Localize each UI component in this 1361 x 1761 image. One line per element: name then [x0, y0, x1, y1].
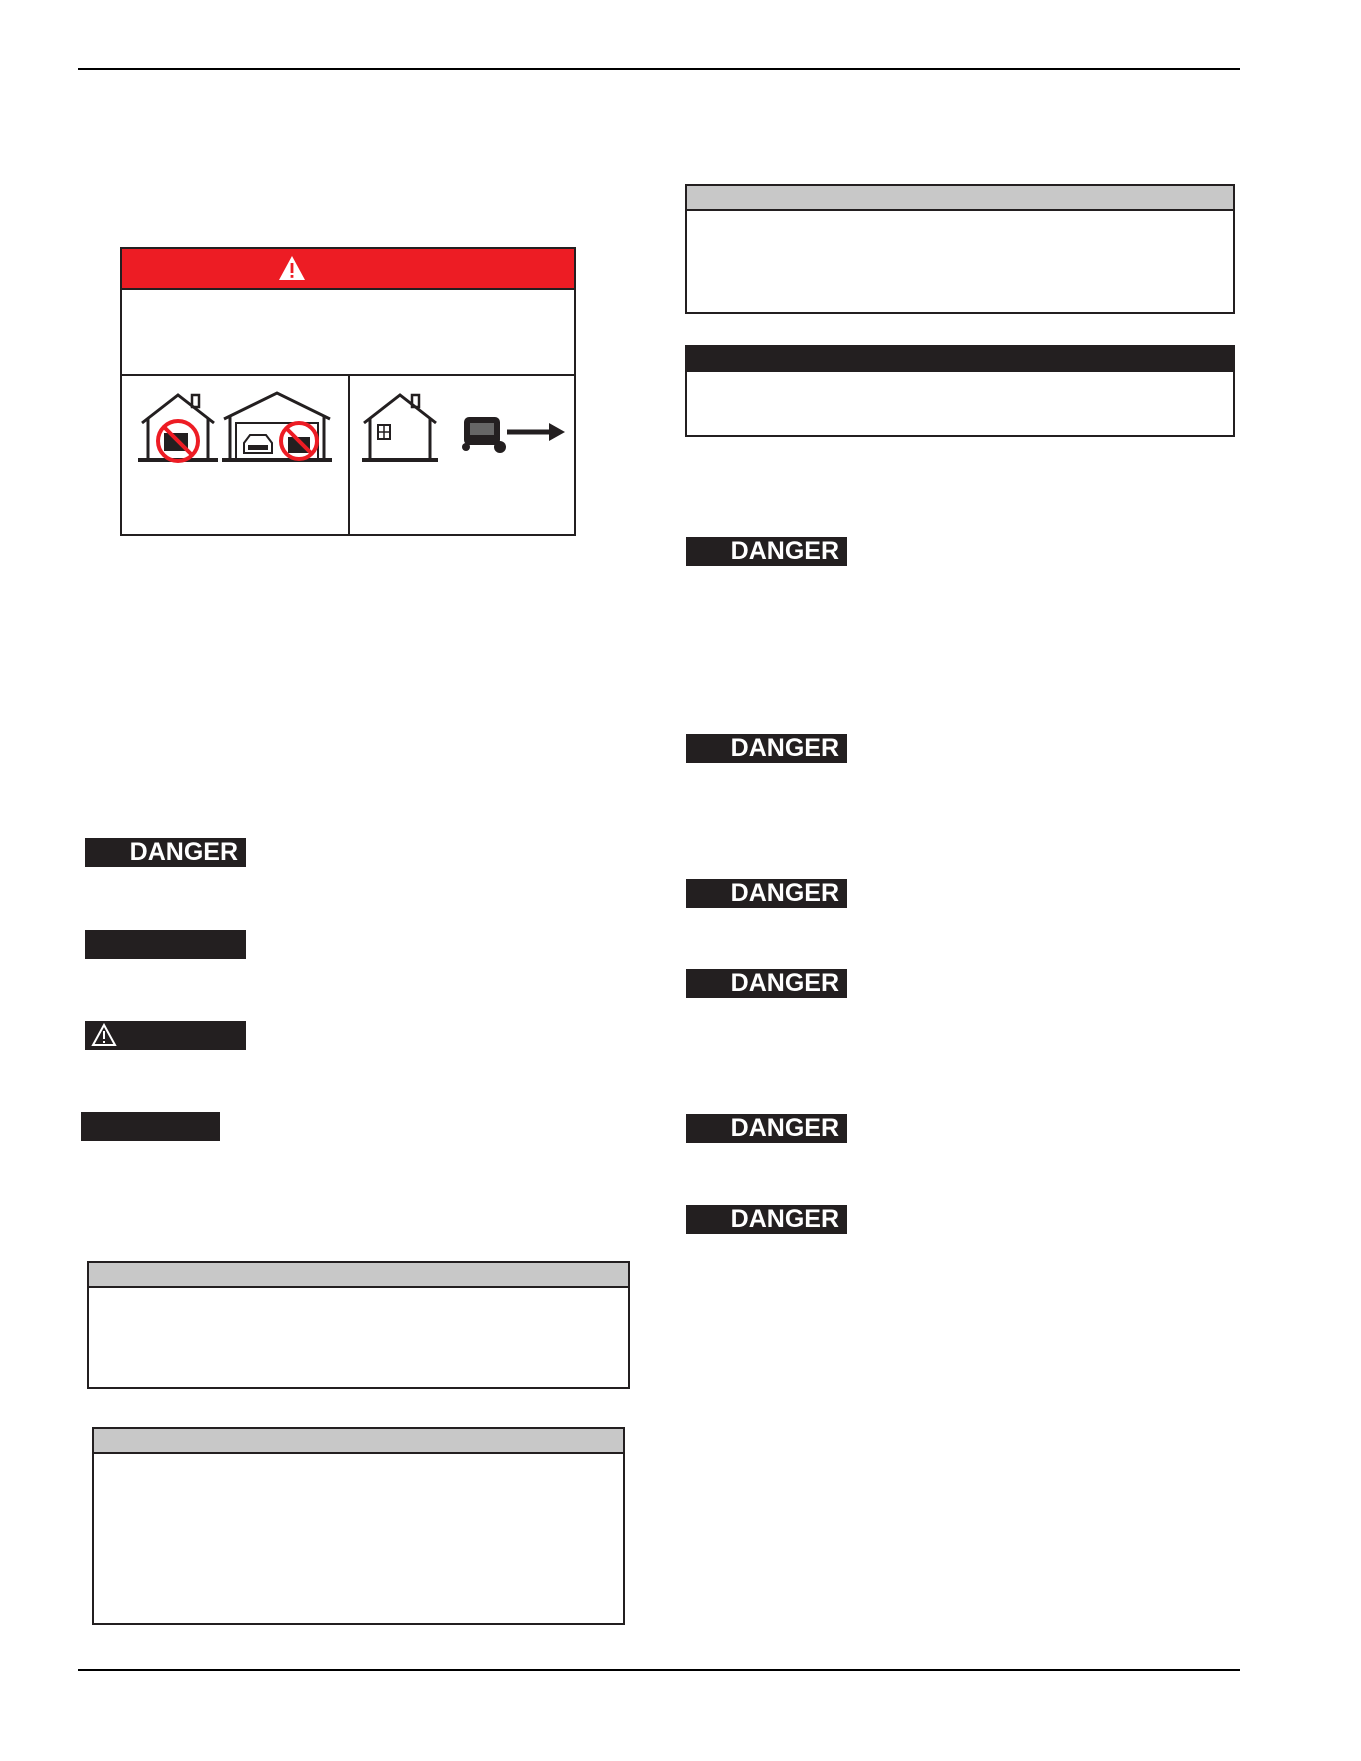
- notice-signal-bar: [81, 1112, 220, 1141]
- warning-signal-bar: [85, 930, 246, 959]
- house-icon: [362, 389, 442, 465]
- hazard-label-divider: [348, 376, 350, 536]
- bottom-rule: [78, 1669, 1240, 1671]
- left-info-box-2-header: [94, 1429, 623, 1454]
- right-info-box-dark: [685, 345, 1235, 437]
- danger-signal-bar: DANGER: [85, 838, 246, 867]
- hazard-label-header: [122, 249, 574, 290]
- warning-triangle-icon: [91, 1023, 117, 1047]
- left-info-box-2: [92, 1427, 625, 1625]
- right-info-box-dark-header: [687, 347, 1233, 372]
- warning-triangle-icon: [277, 254, 307, 282]
- arrow-right-icon: [507, 421, 567, 443]
- danger-signal-bar: DANGER: [686, 1114, 847, 1143]
- generator-move-outside-icon: [458, 409, 508, 457]
- left-info-box-1: [87, 1261, 630, 1389]
- danger-signal-bar: DANGER: [686, 1205, 847, 1234]
- top-rule: [78, 68, 1240, 70]
- hazard-label: [120, 247, 576, 536]
- no-generator-indoors-icon: [138, 389, 218, 465]
- caution-signal-bar: [85, 1021, 246, 1050]
- danger-signal-bar: DANGER: [686, 879, 847, 908]
- right-info-box-gray: [685, 184, 1235, 314]
- danger-signal-bar: DANGER: [686, 969, 847, 998]
- left-info-box-1-header: [89, 1263, 628, 1288]
- danger-signal-bar: DANGER: [686, 537, 847, 566]
- hazard-label-text-area: [122, 290, 574, 376]
- no-generator-in-garage-icon: [222, 389, 332, 465]
- danger-signal-bar: DANGER: [686, 734, 847, 763]
- right-info-box-gray-header: [687, 186, 1233, 211]
